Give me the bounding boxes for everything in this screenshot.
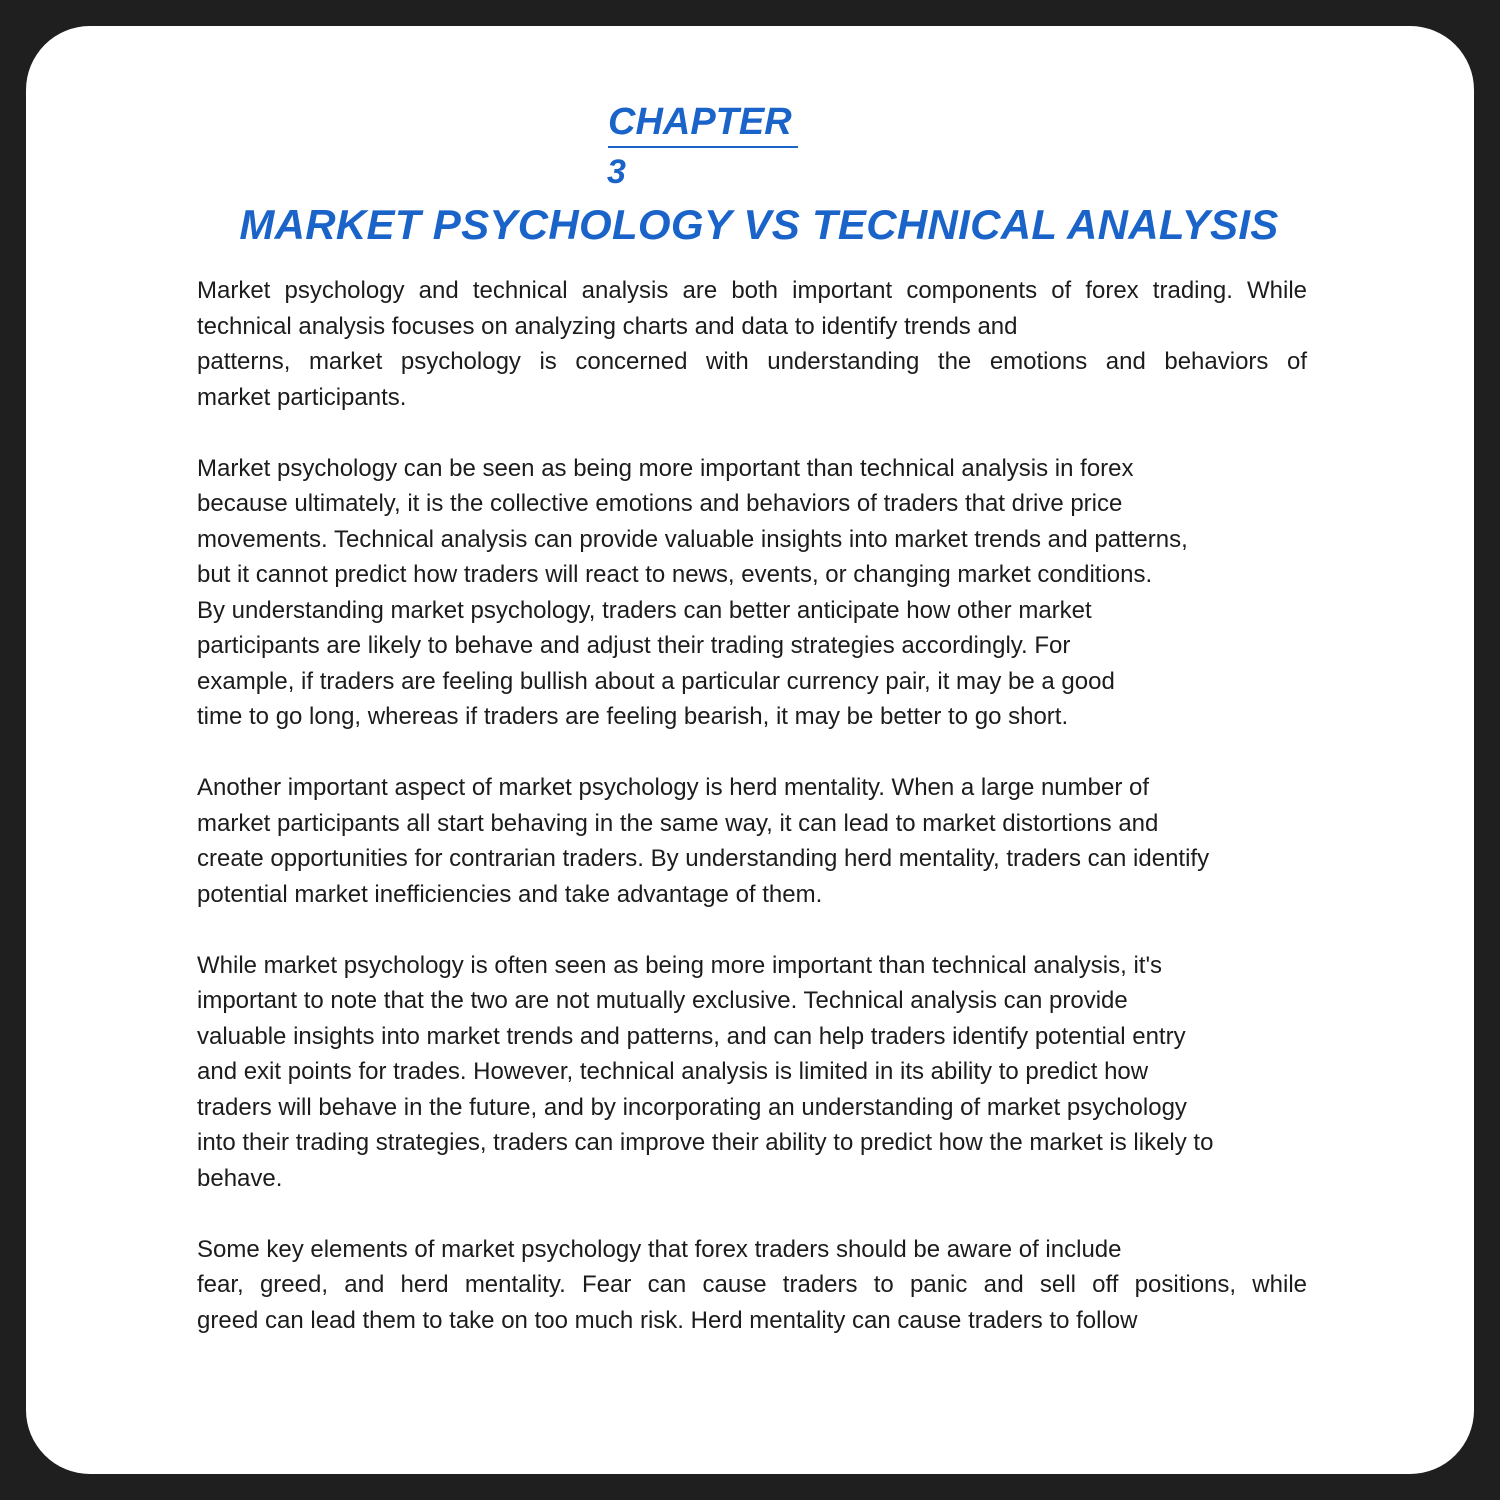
text-line: potential market inefficiencies and take advantage of them. <box>197 880 823 908</box>
page-frame <box>26 26 1474 1474</box>
chapter-title: MARKET PSYCHOLOGY VS TECHNICAL ANALYSIS <box>239 201 1279 248</box>
text-line: By understanding market psychology, traders can better anticipate how other market <box>197 596 1092 624</box>
text-line: Another important aspect of market psychology is herd mentality. When a large number of <box>197 774 1150 801</box>
chapter-label-text: CHAPTER <box>608 101 792 143</box>
text-line: participants are likely to behave and adjust their trading strategies accordingly. For <box>197 632 1071 659</box>
text-line: into their trading strategies, traders can improve their ability to predict how the market is likely to <box>197 1129 1214 1156</box>
chapter-label <box>608 100 798 148</box>
text-line: example, if traders are feeling bullish about a particular currency pair, it may be a good <box>197 667 1115 695</box>
text-line: market participants. <box>197 383 407 411</box>
text-line: greed can lead them to take on too much risk. Herd mentality can cause traders to follow <box>197 1306 1138 1334</box>
text-line: valuable insights into market trends and patterns, and can help traders identify potential entry <box>197 1022 1186 1050</box>
text-line: technical analysis focuses on analyzing charts and data to identify trends and <box>197 312 1018 340</box>
text-line: important to note that the two are not mutually exclusive. Technical analysis can provide <box>197 987 1128 1014</box>
text-line: and exit points for trades. However, technical analysis is limited in its ability to predict how <box>197 1058 1149 1085</box>
text-line: traders will behave in the future, and by incorporating an understanding of market psychology <box>197 1093 1187 1121</box>
paragraph-5 <box>197 1232 1307 1339</box>
text-line: patterns, market psychology is concerned with understanding the emotions and behaviors of <box>197 348 1307 375</box>
text-line: Some key elements of market psychology that forex traders should be aware of include <box>197 1235 1122 1263</box>
text-line: While market psychology is often seen as being more important than technical analysis, it's <box>197 951 1163 979</box>
text-line: fear, greed, and herd mentality. Fear can cause traders to panic and sell off positions, while <box>197 1271 1307 1298</box>
text-line: behave. <box>197 1164 283 1192</box>
text-line: market participants all start behaving in the same way, it can lead to market distortions and <box>197 809 1159 837</box>
text-line: because ultimately, it is the collective emotions and behaviors of traders that drive price <box>197 490 1123 517</box>
text-line: Market psychology can be seen as being more important than technical analysis in forex <box>197 454 1134 482</box>
chapter-body <box>197 273 1307 1374</box>
chapter-number: 3 <box>607 153 626 191</box>
text-line: time to go long, whereas if traders are feeling bearish, it may be better to go short. <box>197 703 1069 730</box>
paragraph-1 <box>197 273 1307 415</box>
text-line: Market psychology and technical analysis are both important components of forex trading. While <box>197 277 1307 304</box>
paragraph-4 <box>197 948 1307 1197</box>
paragraph-2 <box>197 451 1307 735</box>
paragraph-3 <box>197 770 1307 912</box>
text-line: create opportunities for contrarian traders. By understanding herd mentality, traders can identify <box>197 845 1210 872</box>
text-line: but it cannot predict how traders will react to news, events, or changing market conditions. <box>197 561 1153 588</box>
text-line: movements. Technical analysis can provide valuable insights into market trends and patterns, <box>197 525 1188 553</box>
